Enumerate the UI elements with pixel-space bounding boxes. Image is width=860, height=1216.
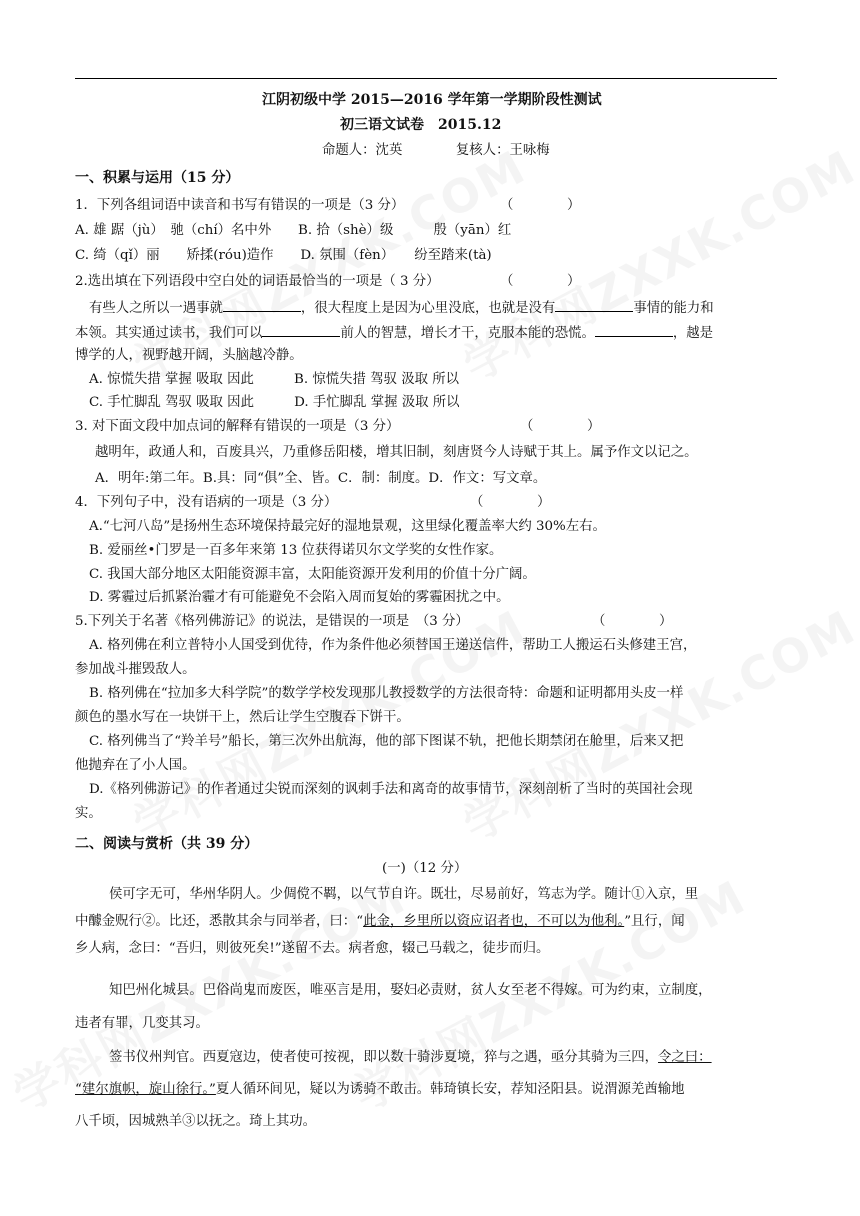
option-row: 参加战斗摧毁敌人。	[75, 662, 196, 677]
passage-line: 越明年，政通人和，百废具兴，乃重修岳阳楼，增其旧制，刻唐贤今人诗赋于其上。属予作文以记之。	[95, 445, 698, 460]
fill-blank	[595, 323, 673, 337]
option-row: C. 我国大部分地区太阳能资源丰富，太阳能资源开发利用的价值十分广阔。	[89, 567, 536, 582]
fill-blank	[262, 323, 340, 337]
classical-text: 中醵金贶行②。比还，悉散其余与同举者，曰：“	[75, 914, 364, 929]
answer-parenthesis: （ ）	[470, 495, 551, 510]
option-row: A．明年:第二年。B.具：同“俱”全、皆。C．制：制度。D．作文：写文章。	[95, 471, 547, 486]
exam-authors: 命题人：沈英 复核人：王咏梅	[322, 143, 550, 158]
classical-text-line	[75, 913, 685, 931]
question-stem: 4．下列句子中，没有语病的一项是（3 分）	[75, 495, 338, 510]
classical-text: 夏人循环间见，疑以为诱骑不敢击。韩琦镇长安，荐知泾阳县。说渭源羌酋输地	[215, 1082, 685, 1097]
reading-part-title: (一)（12 分）	[382, 861, 468, 876]
answer-parenthesis: （ ）	[520, 419, 601, 434]
header-rule	[75, 78, 777, 79]
underlined-sentence: 令之曰：	[658, 1050, 712, 1065]
question-stem: 3. 对下面文段中加点词的解释有错误的一项是（3 分）	[75, 419, 400, 434]
section-heading: 二、阅读与赏析（共 39 分）	[75, 836, 259, 852]
answer-parenthesis: （ ）	[592, 614, 673, 629]
option-row: A. 格列佛在利立普特小人国受到优待，作为条件他必须替国王递送信件，帮助工人搬运石头修建王宫，	[89, 638, 697, 653]
option-row: C. 绮（qǐ）丽 矫揉(róu)造作 D. 氛围（fèn） 纷至踏来(tà)	[75, 248, 492, 263]
option-row: A.“七河八岛”是扬州生态环境保持最完好的湿地景观，这里绿化覆盖率大约 30%左右。	[89, 519, 606, 534]
question-stem: 5.下列关于名著《格列佛游记》的说法，是错误的一项是 （3 分）	[75, 614, 469, 629]
option-row: B. 爱丽丝•门罗是一百多年来第 13 位获得诺贝尔文学奖的女性作家。	[89, 543, 503, 558]
classical-text-line: 八千顷，因城熟羊③以抚之。琦上其功。	[75, 1114, 317, 1129]
option-row: D. 雾霾过后抓紧治霾才有可能避免不会陷入周而复始的雾霾困扰之中。	[89, 590, 510, 605]
section-heading: 一、积累与运用（15 分）	[75, 170, 240, 186]
passage-line: 博学的人，视野越开阔，头脑越冷静。	[75, 348, 303, 363]
classical-text-line: 知巴州化城县。巴俗尚鬼而废医，唯巫言是用，娶妇必责财，贫人女至老不得嫁。可为约束，立制度，	[109, 983, 712, 998]
option-row: C. 手忙脚乱 驾驭 吸取 因此 D. 手忙脚乱 掌握 汲取 所以	[89, 395, 460, 410]
underlined-sentence: “建尔旗帜，旋山徐行。”	[75, 1082, 216, 1097]
fill-blank	[223, 298, 301, 312]
passage-line	[89, 298, 714, 318]
passage-text: 有些人之所以一遇事就	[89, 301, 223, 316]
classical-text-line: 侯可字无可，华州华阴人。少倜傥不羁，以气节自许。既壮，尽易前好，笃志为学。随计①入京，里	[109, 887, 699, 902]
option-row: 颜色的墨水写在一块饼干上，然后让学生空腹吞下饼干。	[75, 710, 410, 725]
option-row: 实。	[75, 806, 102, 821]
fill-blank	[555, 298, 633, 312]
option-row: A. 惊慌失措 掌握 吸取 因此 B. 惊慌失措 驾驭 汲取 所以	[89, 372, 460, 387]
underlined-sentence: 此金，乡里所以资应诏者也，不可以为他利。	[363, 914, 625, 929]
classical-text: ”且行，闻	[624, 914, 685, 929]
passage-text: 前人的智慧，增长才干，克服本能的恐慌。	[340, 326, 595, 341]
passage-text: ，越是	[672, 326, 714, 341]
passage-text: ，很大程度上是因为心里没底，也就是没有	[300, 301, 556, 316]
classical-text-line	[75, 1081, 685, 1099]
passage-line	[75, 323, 713, 343]
exam-title: 江阴初级中学 2015—2016 学年第一学期阶段性测试	[262, 92, 602, 108]
classical-text: 签书仪州判官。西夏寇边，使者使可按视，即以数十骑涉夏境，猝与之遇，亟分其骑为三四，	[109, 1050, 659, 1065]
passage-text: 本领。其实通过读书，我们可以	[75, 326, 263, 341]
option-row: 他抛弃在了小人国。	[75, 758, 196, 773]
classical-text-line: 违者有罪，几变其习。	[75, 1016, 209, 1031]
option-row: D.《格列佛游记》的作者通过尖锐而深刻的讽刺手法和离奇的故事情节，深刻剖析了当时的英国社会现	[89, 782, 693, 797]
classical-text-line: 乡人病，念曰：“吾归，则彼死矣!”遂留不去。病者愈，辍己马载之，徒步而归。	[75, 941, 550, 956]
exam-subtitle: 初三语文试卷 2015.12	[340, 117, 502, 133]
classical-text-line	[109, 1049, 712, 1067]
answer-parenthesis: （ ）	[500, 198, 581, 213]
option-row: C. 格列佛当了“羚羊号”船长，第三次外出航海，他的部下图谋不轨，把他长期禁闭在舱里，后来又把	[89, 734, 684, 749]
question-stem: 1．下列各组词语中读音和书写有错误的一项是（3 分）	[75, 198, 405, 213]
option-row: A. 雄 踞（jù） 驰（chí）名中外 B. 拾（shè）级 殷（yān）红	[75, 223, 512, 238]
question-stem: 2.选出填在下列语段中空白处的词语最恰当的一项是（ 3 分）	[75, 274, 440, 289]
answer-parenthesis: （ ）	[500, 274, 581, 289]
option-row: B. 格列佛在“拉加多大科学院”的数学学校发现那儿教授数学的方法很奇特：命题和证明都用头皮一样	[89, 686, 684, 701]
passage-text: 事情的能力和	[633, 301, 714, 316]
